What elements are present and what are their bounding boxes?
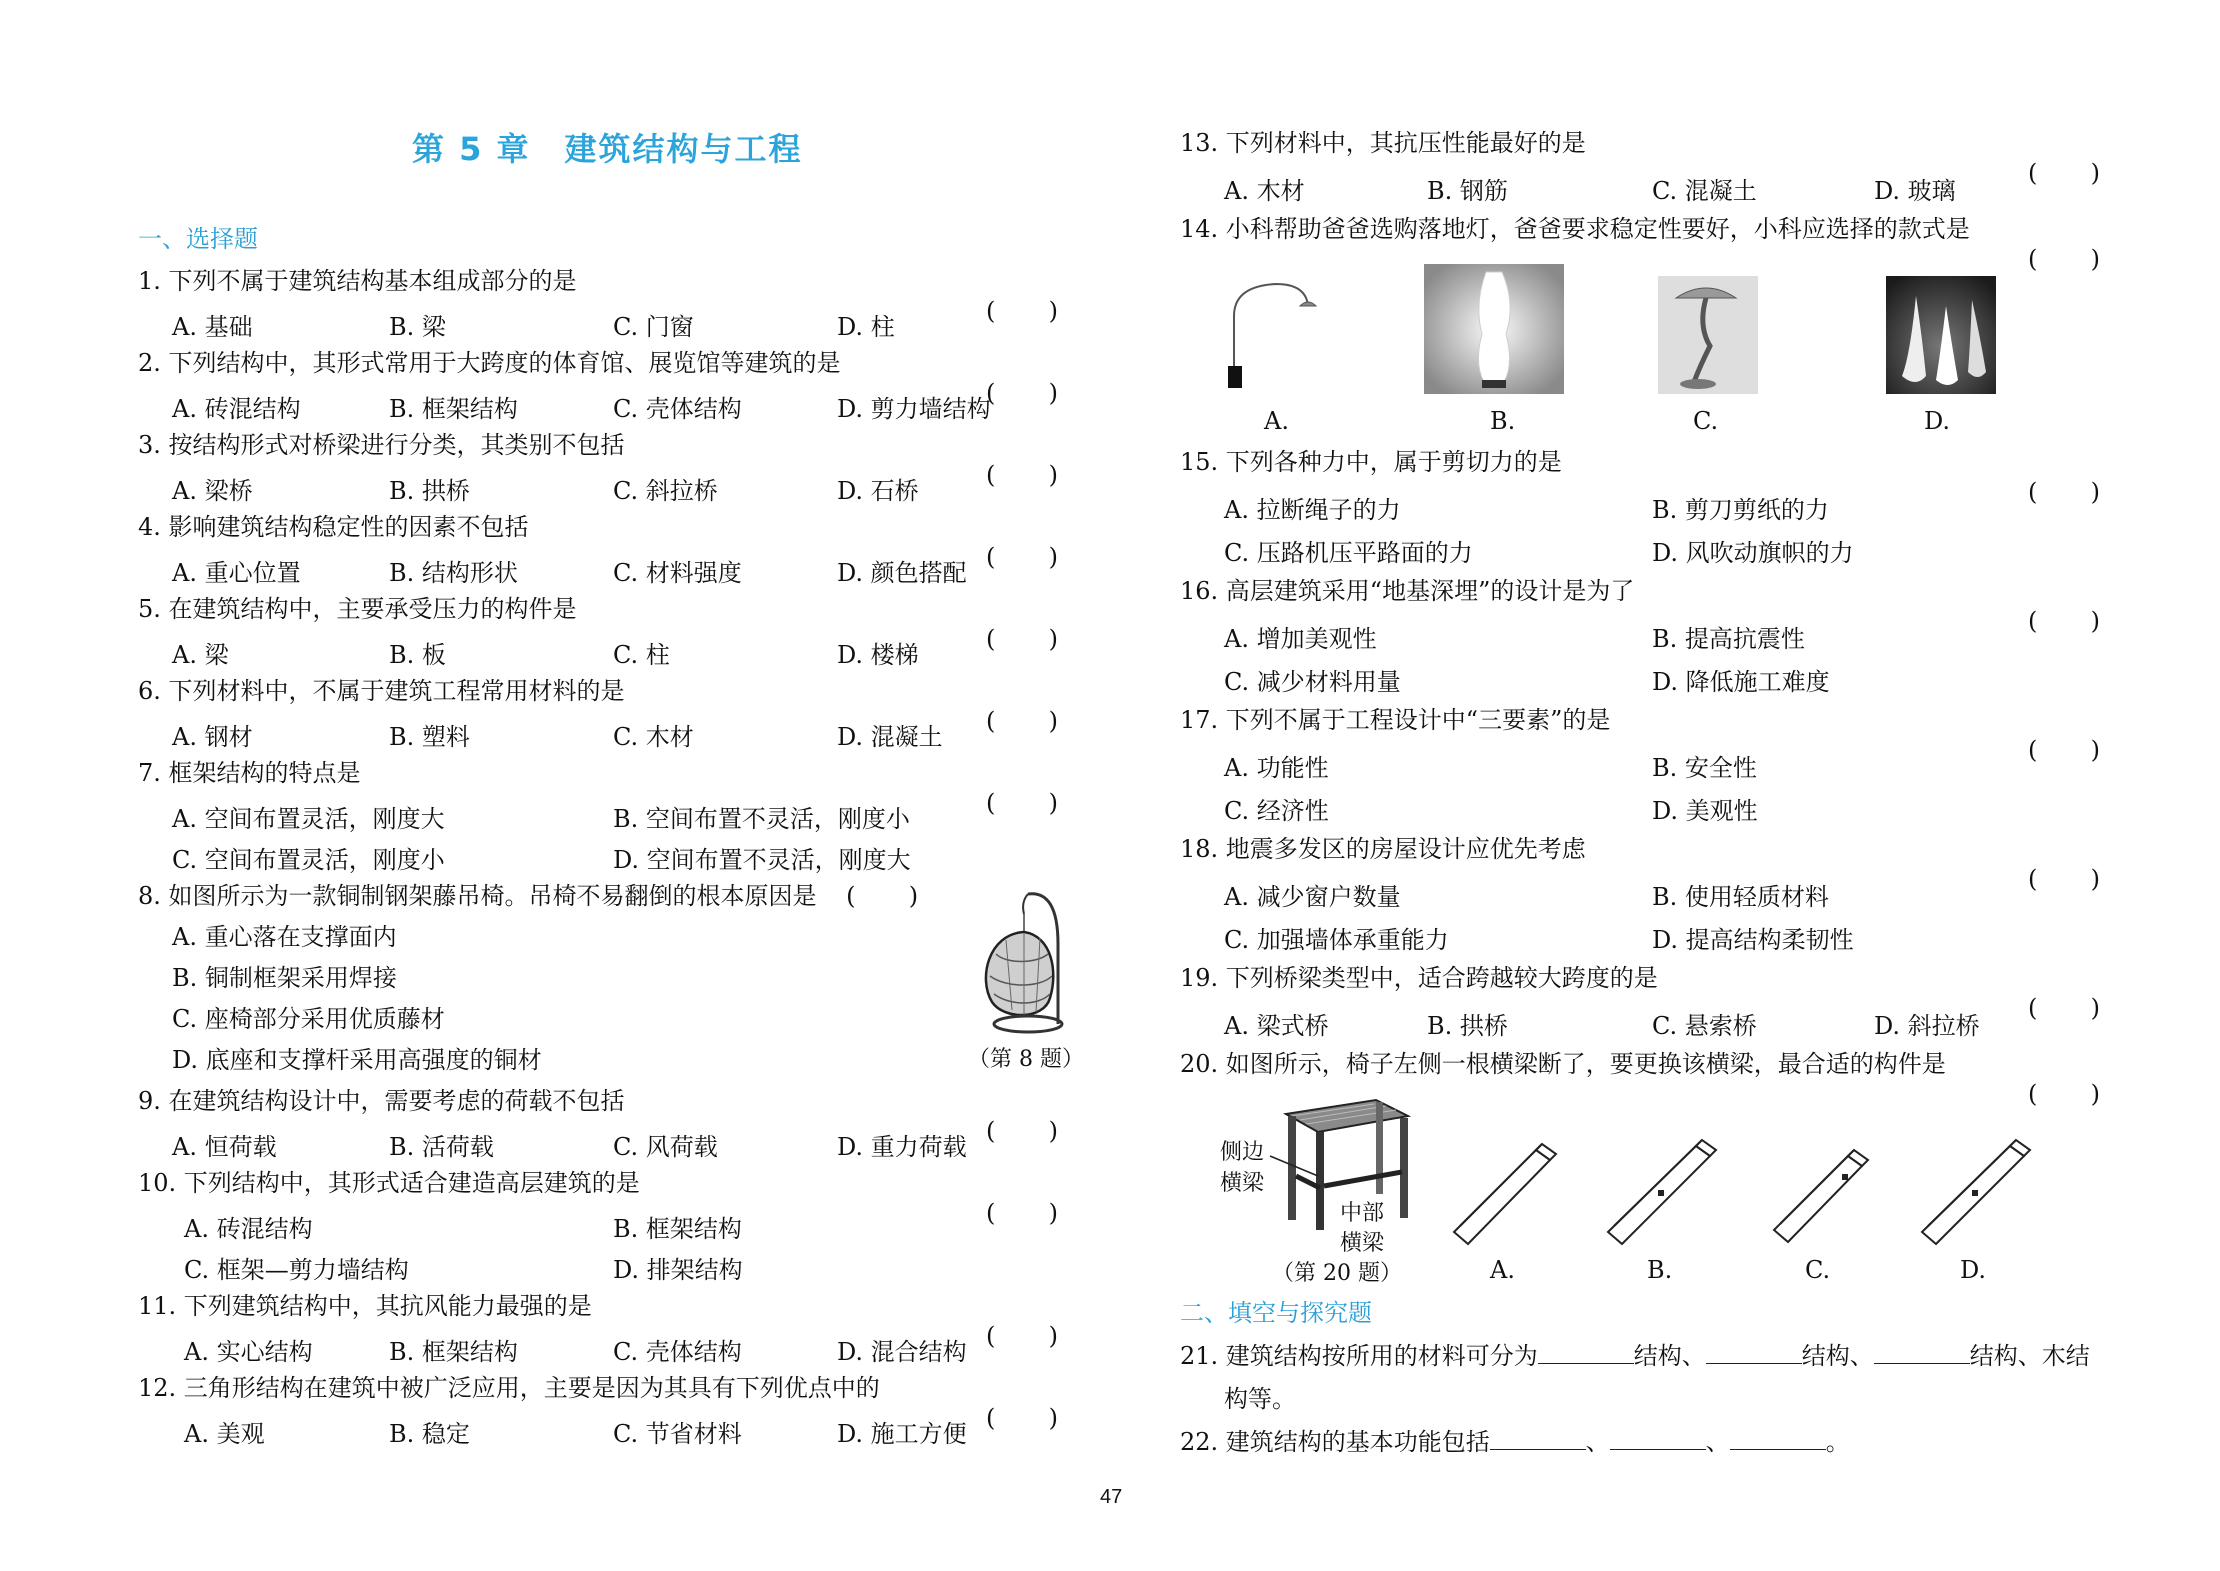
question-10 xyxy=(138,1168,1058,1227)
answer-parentheses[interactable]: ( ) xyxy=(986,297,1058,325)
right-column xyxy=(1180,0,2100,1571)
beam-option-b[interactable] xyxy=(1604,1132,1722,1250)
option-a[interactable]: A. 重心落在支撑面内 xyxy=(172,923,397,951)
question-stem: 10. 下列结构中，其形式适合建造高层建筑的是 xyxy=(138,1169,640,1197)
question-2-options xyxy=(172,389,1058,423)
option-d[interactable]: D. 颜色搭配 xyxy=(837,559,967,587)
question-20 xyxy=(1180,1049,2100,1108)
question-stem: 7. 框架结构的特点是 xyxy=(138,759,361,787)
option-a[interactable]: A. 梁桥 xyxy=(172,477,253,505)
answer-parentheses[interactable]: ( ) xyxy=(986,789,1058,817)
question-19 xyxy=(1180,963,2100,1022)
question-7-options-row1 xyxy=(172,799,1058,833)
option-a[interactable]: A. 木材 xyxy=(1224,177,1305,205)
option-d[interactable]: D. 玻璃 xyxy=(1874,177,1956,205)
question-11 xyxy=(138,1291,1058,1350)
figure-20-caption: （第 20 题） xyxy=(1272,1261,1402,1286)
option-d[interactable]: D. 混凝土 xyxy=(837,723,943,751)
option-b[interactable]: B. 活荷载 xyxy=(389,1133,494,1161)
option-b[interactable]: B. 结构形状 xyxy=(389,559,518,587)
figure-8-caption: （第 8 题） xyxy=(968,1047,1084,1072)
option-a[interactable]: A. xyxy=(1490,1256,1515,1284)
option-b[interactable]: B. 剪刀剪纸的力 xyxy=(1652,496,1829,524)
question-stem: 4. 影响建筑结构稳定性的因素不包括 xyxy=(138,513,529,541)
question-6 xyxy=(138,676,1058,735)
option-b[interactable]: B. 铜制框架采用焊接 xyxy=(172,964,397,992)
option-c[interactable]: C. 加强墙体承重能力 xyxy=(1224,926,1449,954)
question-15-options-row2 xyxy=(1224,533,2100,567)
middle-beam-label-1: 中部 xyxy=(1340,1201,1385,1226)
question-12-options xyxy=(184,1414,1058,1448)
question-stem: 12. 三角形结构在建筑中被广泛应用，主要是因为其具有下列优点中的 xyxy=(138,1374,880,1402)
question-14-labels xyxy=(1264,407,2100,437)
answer-parentheses[interactable]: ( ) xyxy=(986,543,1058,571)
side-beam-label-1: 侧边 xyxy=(1220,1140,1265,1165)
option-a[interactable]: A. 重心位置 xyxy=(172,559,301,587)
question-9-options xyxy=(172,1127,1058,1161)
question-16-options-row2 xyxy=(1224,662,2100,696)
blank-3[interactable] xyxy=(1730,1427,1826,1450)
option-a[interactable]: A. 基础 xyxy=(172,313,253,341)
question-15 xyxy=(1180,447,2100,506)
option-b[interactable]: B. 框架结构 xyxy=(389,395,518,423)
question-stem: 6. 下列材料中，不属于建筑工程常用材料的是 xyxy=(138,677,625,705)
option-b[interactable]: B. 拱桥 xyxy=(389,477,470,505)
answer-parentheses[interactable]: ( ) xyxy=(2028,865,2100,893)
option-d[interactable]: D. 提高结构柔韧性 xyxy=(1652,926,1854,954)
option-a[interactable]: A. 增加美观性 xyxy=(1224,625,1377,653)
answer-parentheses[interactable]: ( ) xyxy=(2028,245,2100,273)
question-22 xyxy=(1180,1427,1850,1457)
option-a[interactable]: A. 砖混结构 xyxy=(172,395,301,423)
question-stem: 15. 下列各种力中，属于剪切力的是 xyxy=(1180,448,1562,476)
option-d[interactable]: D. 斜拉桥 xyxy=(1874,1012,1980,1040)
text-part: 。 xyxy=(1825,1428,1850,1456)
text-part: 结构、 xyxy=(1633,1342,1706,1370)
page-number: 47 xyxy=(1100,1486,1123,1508)
answer-parentheses[interactable]: ( ) xyxy=(2028,1080,2100,1108)
option-d[interactable]: D. 降低施工难度 xyxy=(1652,668,1830,696)
question-stem: 1. 下列不属于建筑结构基本组成部分的是 xyxy=(138,267,577,295)
question-stem: 2. 下列结构中，其形式常用于大跨度的体育馆、展览馆等建筑的是 xyxy=(138,349,841,377)
option-c[interactable]: C. 风荷载 xyxy=(613,1133,718,1161)
option-b[interactable]: B. 梁 xyxy=(389,313,446,341)
answer-parentheses[interactable]: ( ) xyxy=(2028,607,2100,635)
option-d[interactable]: D. 混合结构 xyxy=(837,1338,967,1366)
middle-beam-label-2: 横梁 xyxy=(1340,1231,1385,1256)
option-c[interactable]: C. 空间布置灵活，刚度小 xyxy=(172,846,445,874)
question-4-options xyxy=(172,553,1058,587)
option-d[interactable]: D. 重力荷载 xyxy=(837,1133,967,1161)
question-8 xyxy=(138,881,918,911)
option-b[interactable]: B. 框架结构 xyxy=(613,1215,742,1243)
question-stem: 5. 在建筑结构中，主要承受压力的构件是 xyxy=(138,595,577,623)
question-20-labels xyxy=(1490,1256,2100,1286)
option-a[interactable]: A. 实心结构 xyxy=(184,1338,313,1366)
question-21 xyxy=(1180,1341,2090,1371)
option-a[interactable]: A. xyxy=(1264,407,1289,435)
option-b[interactable]: B. 框架结构 xyxy=(389,1338,518,1366)
hanging-chair-figure xyxy=(966,884,1066,1040)
question-stem: 13. 下列材料中，其抗压性能最好的是 xyxy=(1180,129,1586,157)
chapter-title: 第 5 章 建筑结构与工程 xyxy=(412,130,803,168)
question-10-options-row2 xyxy=(184,1250,1058,1284)
option-b[interactable]: B. 钢筋 xyxy=(1427,177,1508,205)
option-d[interactable]: D. 美观性 xyxy=(1652,797,1758,825)
answer-parentheses[interactable]: ( ) xyxy=(986,625,1058,653)
beam-option-d[interactable] xyxy=(1918,1132,2036,1250)
side-beam-label-2: 横梁 xyxy=(1220,1171,1265,1196)
option-d[interactable]: D. 施工方便 xyxy=(837,1420,967,1448)
beam-option-a[interactable] xyxy=(1450,1140,1560,1250)
answer-parentheses[interactable]: ( ) xyxy=(986,379,1058,407)
lamp-a-image[interactable] xyxy=(1220,276,1330,390)
question-13-options xyxy=(1224,171,2100,205)
question-stem: 8. 如图所示为一款铜制钢架藤吊椅。吊椅不易翻倒的根本原因是 xyxy=(138,882,817,910)
option-c[interactable]: C. 框架—剪力墙结构 xyxy=(184,1256,409,1284)
question-13 xyxy=(1180,128,2100,187)
answer-parentheses[interactable]: ( ) xyxy=(986,1199,1058,1227)
option-c[interactable]: C. 减少材料用量 xyxy=(1224,668,1401,696)
option-d[interactable]: D. 柱 xyxy=(837,313,895,341)
question-18-options-row1 xyxy=(1224,877,2100,911)
option-c[interactable]: C. 壳体结构 xyxy=(613,1338,742,1366)
question-stem: 16. 高层建筑采用“地基深埋”的设计是为了 xyxy=(1180,577,1635,605)
question-5 xyxy=(138,594,1058,653)
question-stem: 3. 按结构形式对桥梁进行分类，其类别不包括 xyxy=(138,431,625,459)
question-stem: 17. 下列不属于工程设计中“三要素”的是 xyxy=(1180,706,1611,734)
question-stem: 21. 建筑结构按所用的材料可分为 xyxy=(1180,1342,1538,1370)
option-d[interactable]: D. 底座和支撑杆采用高强度的铜材 xyxy=(172,1046,542,1074)
section-heading-choice: 一、选择题 xyxy=(138,225,258,253)
question-17-options-row2 xyxy=(1224,791,2100,825)
question-7 xyxy=(138,758,1058,817)
option-c[interactable]: C. 混凝土 xyxy=(1652,177,1757,205)
option-c[interactable]: C. 座椅部分采用优质藤材 xyxy=(172,1005,445,1033)
option-d[interactable]: D. 排架结构 xyxy=(613,1256,743,1284)
option-b[interactable]: B. 安全性 xyxy=(1652,754,1757,782)
option-a[interactable]: A. 梁 xyxy=(172,641,229,669)
left-column xyxy=(138,0,1084,1571)
question-stem: 18. 地震多发区的房屋设计应优先考虑 xyxy=(1180,835,1586,863)
answer-parentheses[interactable]: ( ) xyxy=(986,1322,1058,1350)
blank-2[interactable] xyxy=(1610,1427,1706,1450)
question-2 xyxy=(138,348,1058,407)
option-b[interactable]: B. 提高抗震性 xyxy=(1652,625,1805,653)
answer-parentheses[interactable]: ( ) xyxy=(2028,994,2100,1022)
option-a[interactable]: A. 拉断绳子的力 xyxy=(1224,496,1401,524)
blank-2[interactable] xyxy=(1706,1341,1802,1364)
lamp-b-image[interactable] xyxy=(1424,264,1564,394)
option-c[interactable]: C. 壳体结构 xyxy=(613,395,742,423)
option-c[interactable]: C. 压路机压平路面的力 xyxy=(1224,539,1473,567)
question-10-options-row1 xyxy=(184,1209,1058,1243)
question-9 xyxy=(138,1086,1058,1145)
question-12 xyxy=(138,1373,1058,1432)
text-part: 结构、 xyxy=(1801,1342,1874,1370)
blank-1[interactable] xyxy=(1490,1427,1586,1450)
option-b[interactable]: B. 使用轻质材料 xyxy=(1652,883,1829,911)
question-stem: 22. 建筑结构的基本功能包括 xyxy=(1180,1428,1490,1456)
option-b[interactable]: B. 塑料 xyxy=(389,723,470,751)
option-c[interactable]: C. 斜拉桥 xyxy=(613,477,718,505)
question-14 xyxy=(1180,214,2100,273)
question-5-options xyxy=(172,635,1058,669)
question-18 xyxy=(1180,834,2100,893)
question-21-continued: 构等。 xyxy=(1224,1385,1296,1413)
question-stem: 14. 小科帮助爸爸选购落地灯，爸爸要求稳定性要好，小科应选择的款式是 xyxy=(1180,215,1970,243)
answer-parentheses[interactable]: ( ) xyxy=(2028,736,2100,764)
question-stem: 9. 在建筑结构设计中，需要考虑的荷载不包括 xyxy=(138,1087,625,1115)
option-d[interactable]: D. 剪力墙结构 xyxy=(837,395,991,423)
option-a[interactable]: A. 功能性 xyxy=(1224,754,1329,782)
option-d[interactable]: D. 空间布置不灵活，刚度大 xyxy=(613,846,911,874)
question-16 xyxy=(1180,576,2100,635)
lamp-c-image[interactable] xyxy=(1658,276,1758,394)
question-3-options xyxy=(172,471,1058,505)
option-d[interactable]: D. 石桥 xyxy=(837,477,919,505)
option-c[interactable]: C. 门窗 xyxy=(613,313,694,341)
option-d[interactable]: D. xyxy=(1924,407,1951,435)
option-c[interactable]: C. 材料强度 xyxy=(613,559,742,587)
option-c[interactable]: C. 经济性 xyxy=(1224,797,1329,825)
option-c[interactable]: C. xyxy=(1805,1256,1831,1284)
option-c[interactable]: C. 节省材料 xyxy=(613,1420,742,1448)
section-heading-fill: 二、填空与探究题 xyxy=(1180,1299,1372,1327)
question-4 xyxy=(138,512,1058,571)
answer-parentheses[interactable]: ( ) xyxy=(986,707,1058,735)
text-part: 、 xyxy=(1585,1428,1610,1456)
question-18-options-row2 xyxy=(1224,920,2100,954)
question-1-options xyxy=(172,307,1058,341)
blank-1[interactable] xyxy=(1538,1341,1634,1364)
lamp-d-image[interactable] xyxy=(1886,276,1996,394)
question-stem: 20. 如图所示，椅子左侧一根横梁断了，要更换该横梁，最合适的构件是 xyxy=(1180,1050,1946,1078)
option-a[interactable]: A. 恒荷载 xyxy=(172,1133,277,1161)
option-a[interactable]: A. 美观 xyxy=(184,1420,265,1448)
option-b[interactable]: B. xyxy=(1647,1256,1673,1284)
option-c[interactable]: C. xyxy=(1693,407,1719,435)
question-stem: 11. 下列建筑结构中，其抗风能力最强的是 xyxy=(138,1292,592,1320)
answer-parentheses[interactable]: ( ) xyxy=(986,1117,1058,1145)
answer-parentheses[interactable]: ( ) xyxy=(986,461,1058,489)
answer-parentheses[interactable]: ( ) xyxy=(846,882,919,910)
blank-3[interactable] xyxy=(1874,1341,1970,1364)
option-a[interactable]: A. 减少窗户数量 xyxy=(1224,883,1401,911)
question-19-options xyxy=(1224,1006,2100,1040)
question-3 xyxy=(138,430,1058,489)
question-11-options xyxy=(184,1332,1058,1366)
option-b[interactable]: B. 拱桥 xyxy=(1427,1012,1508,1040)
question-1 xyxy=(138,266,1058,325)
option-d[interactable]: D. 楼梯 xyxy=(837,641,919,669)
question-17 xyxy=(1180,705,2100,764)
option-c[interactable]: C. 柱 xyxy=(613,641,670,669)
option-b[interactable]: B. xyxy=(1490,407,1516,435)
option-c[interactable]: C. 木材 xyxy=(613,723,694,751)
option-b[interactable]: B. 空间布置不灵活，刚度小 xyxy=(613,805,910,833)
option-b[interactable]: B. 稳定 xyxy=(389,1420,470,1448)
option-a[interactable]: A. 梁式桥 xyxy=(1224,1012,1329,1040)
option-a[interactable]: A. 砖混结构 xyxy=(184,1215,313,1243)
option-d[interactable]: D. 风吹动旗帜的力 xyxy=(1652,539,1854,567)
beam-option-c[interactable] xyxy=(1770,1146,1870,1246)
question-stem: 19. 下列桥梁类型中，适合跨越较大跨度的是 xyxy=(1180,964,1658,992)
side-beam-pointer xyxy=(1264,1150,1324,1180)
question-15-options-row1 xyxy=(1224,490,2100,524)
text-part: 、 xyxy=(1705,1428,1730,1456)
answer-parentheses[interactable]: ( ) xyxy=(2028,159,2100,187)
question-7-options-row2 xyxy=(172,840,1058,874)
question-17-options-row1 xyxy=(1224,748,2100,782)
option-d[interactable]: D. xyxy=(1960,1256,1987,1284)
option-b[interactable]: B. 板 xyxy=(389,641,446,669)
text-part: 结构、木结 xyxy=(1969,1342,2090,1370)
question-16-options-row1 xyxy=(1224,619,2100,653)
answer-parentheses[interactable]: ( ) xyxy=(2028,478,2100,506)
question-6-options xyxy=(172,717,1058,751)
option-c[interactable]: C. 悬索桥 xyxy=(1652,1012,1757,1040)
answer-parentheses[interactable]: ( ) xyxy=(986,1404,1058,1432)
option-a[interactable]: A. 钢材 xyxy=(172,723,253,751)
option-a[interactable]: A. 空间布置灵活，刚度大 xyxy=(172,805,445,833)
